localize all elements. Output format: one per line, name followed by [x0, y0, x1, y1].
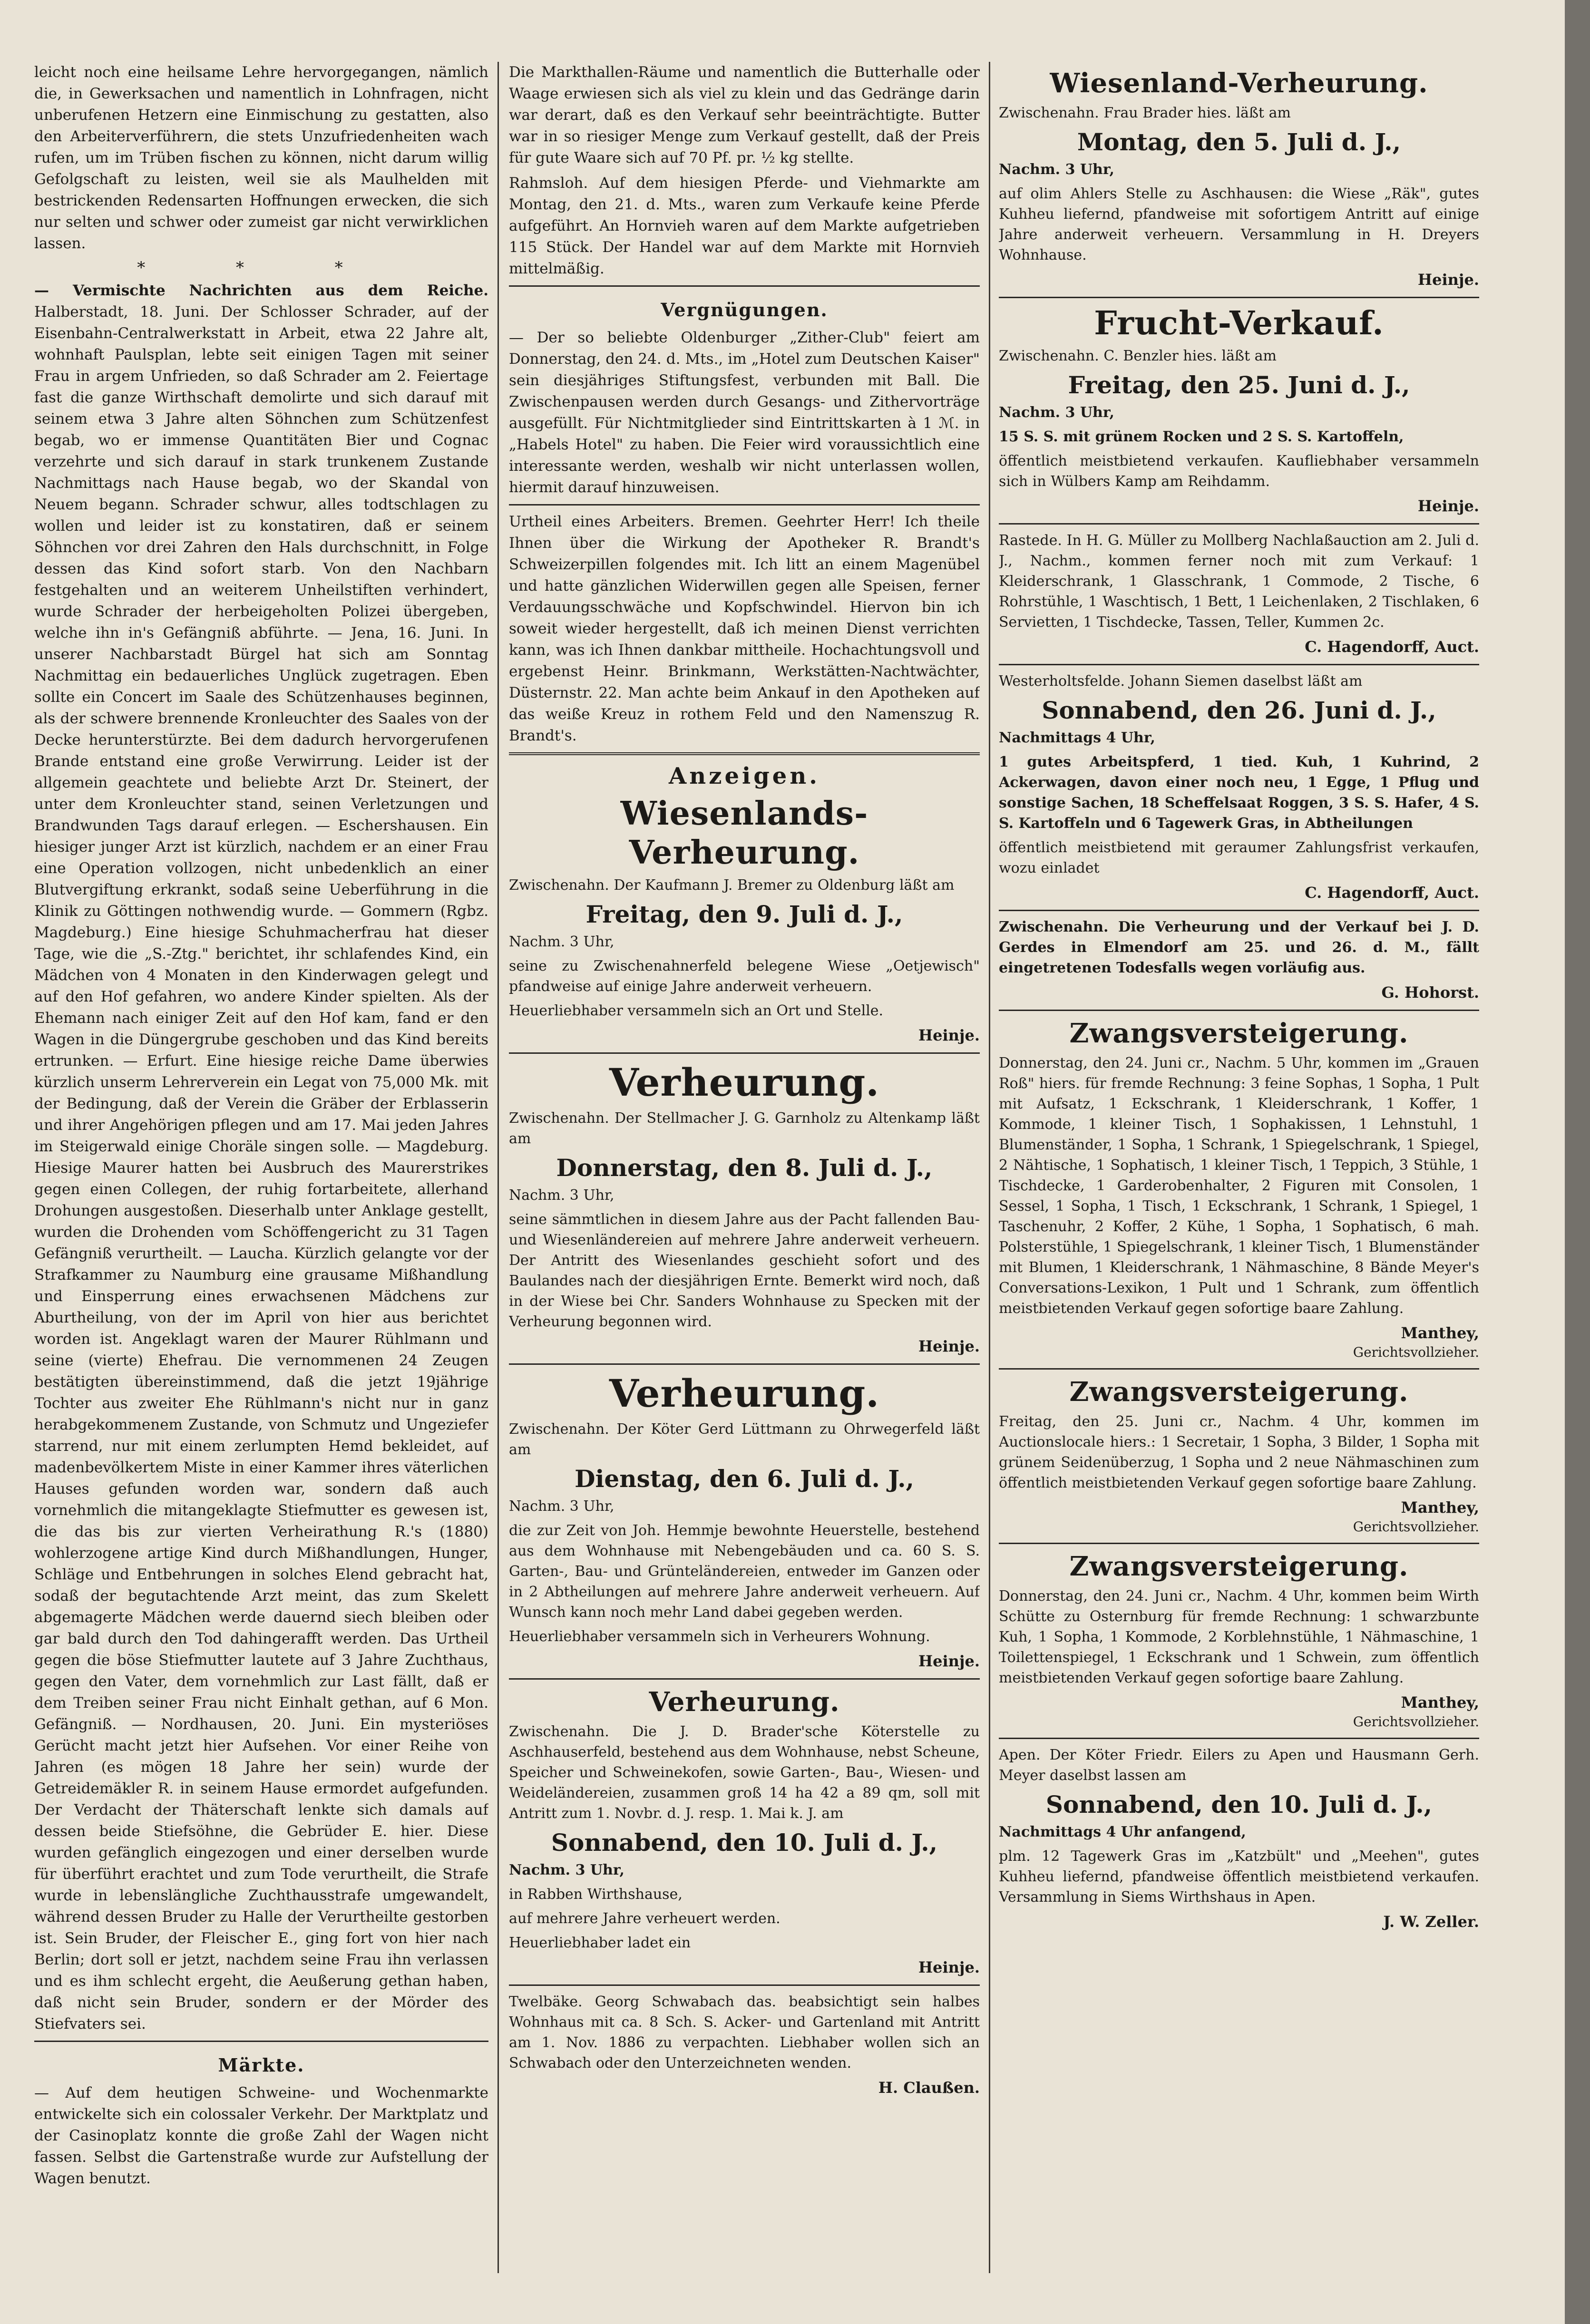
advert-signature: H. Claußen. [878, 2079, 980, 2097]
advert-time: Nachm. 3 Uhr, [999, 404, 1114, 421]
advert-meeting: Heuerliebhaber versammeln sich in Verheurers Wohnung. [509, 1628, 930, 1645]
advert-signature: C. Hagendorff, Auct. [1305, 884, 1479, 902]
article-text: leicht noch eine heilsame Lehre hervorgegangen, nämlich die, in Gewerksachen und namentlich in Lohnfragen, nicht unberufenen Hetzern eine Einmischung zu gestatten, also den Arbeiterverführern, die stets Unzufriedenheiten wach rufen, um im Trüben fischen zu können, nicht darum willig Gefolgschaft zu leisten, weil sie als Maulhelden mit bestrickenden Redensarten Hoffnungen erwecken, die sich nur selten und schwer oder zumeist gar nicht verwirklichen lassen. [34, 64, 488, 252]
advert-time: Nachm. 3 Uhr, [509, 1498, 615, 1515]
article-lead: — Vermischte Nachrichten aus dem Reiche. [34, 282, 488, 299]
advert [999, 1550, 1479, 1731]
advert [509, 1685, 980, 1978]
advert-date: Montag, den 5. Juli d. J., [1077, 128, 1401, 156]
advert [999, 1017, 1479, 1361]
advert [999, 671, 1479, 903]
advert-body: auf olim Ahlers Stelle zu Aschhausen: die Wiese „Räk", gutes Kuhheu liefernd, pfandweise mit sofortigem Antritt auf einige Jahre anderweit verheuern. Versammlung in H. Dreyers Wohnhause. [999, 185, 1479, 263]
advert-title: Frucht-Verkauf. [1094, 304, 1384, 342]
article-body: Halberstadt, 18. Juni. Der Schlosser Schrader, auf der Eisenbahn-Centralwerkstatt in Arbeit, etwa 22 Jahre alt, wohnhaft Paulsplan, lebte seit einigen Tagen mit seiner Frau in argem Unfrieden, so daß Schrader am 2. Feiertage fast die ganze Wirthschaft demolirte und sich darauf mit seinem etwa 3 Jahre alten Söhnchen zum Schützenfest begab, wo er immense Quantitäten Bier und Cognac verzehrte und sich darauf in stark trunkenem Zustande Nachmittags nach Hause begab, wo der Skandal von Neuem begann. Schrader schwur, alles todtschlagen zu wollen und leider ist zu konstatiren, daß er seinem Söhnchen vor drei Zahren den Hals durchschnitt, in Folge dessen das Kind sofort starb. Von den Nachbarn festgehalten und an weiterem Unheilstiften verhindert, wurde Schrader der herbeigeholten Polizei übergeben, welche ihn in's Gefängniß abführte. — Jena, 16. Juni. In unserer Nachbarstadt Bürgel hat sich am Sonntag Nachmittag ein bedauerliches Unglück zugetragen. Eben sollte ein Concert im Saale des Schützenhauses beginnen, als der schwere brennende Kronleuchter des Saales von der Decke herunterstürzte. Bei dem dadurch hervorgerufenen Brande entstand eine große Verwirrung. Leider ist der allgemein geachtete und beliebte Arzt Dr. Steinert, der unter dem Kronleuchter stand, seinen Verletzungen und Brandwunden Tags darauf erlegen. — Eschershausen. Ein hiesiger junger Arzt ist kürzlich, nachdem er an einer Frau eine Operation vollzogen, nicht unbedenklich an einer Blutvergiftung erkrankt, sodaß seine Ueberführung in die Klinik zu Göttingen nothwendig wurde. — Gommern (Rgbz. Magdeburg.) Eine hiesige Schuhmacherfrau hat dieser Tage, wie die „S.-Ztg." berichtet, ihr schlafendes Kind, ein Mädchen von 4 Monaten in den Kinderwagen gelegt und auf den Hof gefahren, wo andere Kinder spielten. Als der Ehemann nach einiger Zeit auf den Hof kam, fand er den Wagen in die Düngergrube geschoben und das Kind bereits ertrunken. — Erfurt. Eine hiesige reiche Dame überwies kürzlich unserm Lehrerverein ein Legat von 75,000 Mk. mit der Bedingung, daß der Verein die Gräber der Erblasserin und ihrer Angehörigen pflegen und am 17. Mai jeden Jahres im Steigerwald einige Choräle singen solle. — Magdeburg. Hiesige Maurer hatten bei Ausbruch des Maurerstrikes gegen einen Collegen, der ruhig fortarbeitete, allerhand Drohungen ausgestoßen. Dieserhalb unter Anklage gestellt, wurden die Drohenden vom Schöffengericht zu 31 Tagen Gefängniß verurtheilt. — Laucha. Kürzlich gelangte vor der Strafkammer zu Naumburg eine grausame Mißhandlung und Einsperrung eines erwachsenen Mädchens zur Aburtheilung, von der im April von hier aus berichtet worden ist. Angeklagt waren der Maurer Rühlmann und seine (vierte) Ehefrau. Die vernommenen 24 Zeugen bestätigten übereinstimmend, daß die jetzt 19jährige Tochter aus zweiter Ehe Rühlmann's nicht nur in ganz herabgekommenem Zustande, von Schmutz und Ungeziefer starrend, nur mit einem zerlumpten Hemd bekleidet, auf madenbevölkertem Miste in einer Kammer ihres väterlichen Hauses gefunden worden war, sondern daß auch vornehmlich die mitangeklagte Stiefmutter es gewesen ist, die das bis zur vierten Verheirathung R.'s (1880) wohlerzogene artige Kind durch Mißhandlungen, Hunger, Schläge und Entbehrungen in solches Elend gebracht hat, sodaß der begutachtende Arzt meint, das zum Skelett abgemagerte Mädchen werde dauernd siech bleiben oder gar bald durch den Tod dahingerafft werden. Das Urtheil gegen die böse Stiefmutter lautete auf 3 Jahre Zuchthaus, gegen den Vater, dem vornehmlich zur Last fällt, daß er dem Treiben seiner Frau nicht Einhalt gethan, auf 6 Mon. Gefängniß. — Nordhausen, 20. Juni. Ein mysteriöses Gerücht macht jetzt hier Aufsehen. Vor einer Reihe von Jahren (es mögen 18 Jahre her sein) wurde der Getreidemäkler R. in seinem Hause ermordet aufgefunden. Der Verdacht der Thäterschaft lenkte sich damals auf dessen beide Stiefsöhne, die Gebrüder E. hier. Diese wurden gefänglich eingezogen und einer derselben wurde für überführt erachtet und zum Tode verurtheilt, die Strafe wurde in lebenslängliche Zuchthausstrafe umgewandelt, während dessen Bruder zu Halle der Verurtheilte gestorben ist. Sein Bruder, der Fleischer E., ging fort von hier nach Berlin; dort soll er jetzt, nachdem seine Frau ihn verlassen und es ihm schlecht ergeht, die Aeußerung gethan haben, daß nicht sein Bruder, sondern er der Mörder des Stiefvaters sei. [34, 303, 488, 2032]
advert-signature: C. Hagendorff, Auct. [1305, 638, 1479, 656]
advert-body: die zur Zeit von Joh. Hemmje bewohnte Heuerstelle, bestehend aus dem Wohnhause mit Nebengebäuden und ca. 60 S. S. Garten-, Bau- und Grünteländereien, entweder im Ganzen oder in 2 Abtheilungen auf mehrere Jahre anderweit verheuern. Auf Wunsch kann noch mehr Land dabei gegeben werden. [509, 1522, 980, 1621]
advert-title: Verheurung. [609, 1060, 880, 1105]
divider [999, 1738, 1479, 1739]
column-middle [509, 62, 980, 2105]
divider [34, 2041, 488, 2042]
section-heading-amusements: Vergnügungen. [661, 299, 828, 321]
advert-signature: Heinje. [918, 1958, 980, 1976]
advert-items: 1 gutes Arbeitspferd, 1 tied. Kuh, 1 Kuhrind, 2 Ackerwagen, davon einer noch neu, 1 Egge, 1 Pflug und sonstige Sachen, 18 Scheffelsaat Roggen, 3 S. S. Hafer, 4 S. S. Kartoffeln und 6 Tagewerk Gras, in Abtheilungen [999, 754, 1479, 832]
advert [999, 67, 1479, 290]
advert [999, 530, 1479, 657]
divider [509, 285, 980, 287]
advert-date: Donnerstag, den 8. Juli d. J., [556, 1154, 933, 1182]
divider [509, 1678, 980, 1680]
advert-signature: G. Hohorst. [1381, 983, 1479, 1002]
advert-title: Wiesenland-Verheurung. [1050, 68, 1428, 99]
advert-body: öffentlich meistbietend mit geraumer Zahlungsfrist verkaufen, wozu einladet [999, 839, 1479, 876]
advert-body: plm. 12 Tagewerk Gras im „Katzbült" und „Meehen", gutes Kuhheu liefernd, pfandweise öffentlich meistbietend verkaufen. Versammlung in Siems Wirthshaus in Apen. [999, 1848, 1479, 1906]
advert-signature: Heinje. [918, 1652, 980, 1670]
advert-title: Wiesenlands-Verheurung. [620, 795, 868, 872]
advert-intro: Westerholtsfelde. Johann Siemen daselbst läßt am [999, 673, 1363, 690]
advert-signature: Manthey, [1401, 1693, 1479, 1711]
article-markets: — Auf dem heutigen Schweine- und Wochenmarkte entwickelte sich ein colossaler Verkehr. Der Marktplatz und der Casinoplatz konnte die große Zahl der Wagen nicht fassen. Selbst die Gartenstraße wurde zur Aufstellung der Wagen benutzt. [34, 2084, 488, 2187]
advert-meeting: Heuerliebhaber versammeln sich an Ort und Stelle. [509, 1002, 884, 1019]
advert [509, 1060, 980, 1357]
advert-body: Rastede. In H. G. Müller zu Mollberg Nachlaßauction am 2. Juli d. J., Nachm., kommen ferner noch mit zum Verkauf: 1 Kleiderschrank, 1 Glasschrank, 1 Commode, 2 Tische, 6 Rohrstühle, 1 Waschtisch, 1 Bett, 1 Leichenlaken, 2 Tischlaken, 6 Servietten, 1 Tischdecke, Tassen, Teller, Kummen 2c. [999, 532, 1479, 631]
advert-time: Nachm. 3 Uhr, [999, 161, 1114, 178]
advert [999, 1375, 1479, 1536]
advert-title: Zwangsversteigerung. [1069, 1551, 1409, 1582]
divider [509, 1052, 980, 1054]
advert [509, 794, 980, 1046]
advert-intro: Zwischenahn. Der Stellmacher J. G. Garnholz zu Altenkamp läßt am [509, 1110, 980, 1147]
advert [999, 304, 1479, 516]
advert-time: Nachmittags 4 Uhr anfangend, [999, 1824, 1246, 1840]
divider [999, 297, 1479, 298]
advert-intro: Zwischenahn. Frau Brader hies. läßt am [999, 105, 1291, 121]
advert-body: öffentlich meistbietend verkaufen. Kaufliebhaber versammeln sich in Wülbers Kamp am Reihdamm. [999, 453, 1479, 490]
divider [509, 504, 980, 506]
advert-title: Verheurung. [609, 1371, 880, 1416]
advert-time: Nachmittags 4 Uhr, [999, 729, 1155, 746]
advert-signature-role: Gerichtsvollzieher. [1353, 1344, 1479, 1360]
advert-body: Donnerstag, den 24. Juni cr., Nachm. 5 Uhr, kommen im „Grauen Roß" hiers. für fremde Rechnung: 3 feine Sophas, 1 Sopha, 1 Pult mit Aufsatz, 1 Eckschrank, 1 Kleiderschrank, 1 Koffer, 1 Kommode, 1 kleiner Tisch, 1 Sophakissen, 1 Lehnstuhl, 1 Blumenständer, 1 Sopha, 1 Schrank, 1 Spiegelschrank, 1 Spiegel, 2 Nähtische, 1 Sophatisch, 1 kleiner Tisch, 1 Teppich, 3 Stühle, 1 Tischdecke, 1 Garderobenhalter, 2 Figuren mit Consolen, 1 Sessel, 1 Sopha, 1 Tisch, 1 Eckschrank, 1 Schrank, 1 Spiegel, 1 Taschenuhr, 2 Koffer, 2 Kühe, 1 Sopha, 1 Sophatisch, 6 mah. Polsterstühle, 1 Spiegelschrank, 1 kleiner Tisch, 1 Blumenständer mit Blumen, 1 Kleiderschrank, 1 Nähmaschine, 8 Bände Meyer's Conversations-Lexikon, 1 Pult und 1 Schrank, zum öffentlich meistbietenden Verkauf gegen sofortige baare Zahlung. [999, 1055, 1479, 1317]
advert-date: Freitag, den 9. Juli d. J., [585, 900, 903, 928]
advert-date: Sonnabend, den 10. Juli d. J., [551, 1828, 938, 1857]
section-heading-ads: Anzeigen. [669, 763, 820, 789]
advert-date: Sonnabend, den 10. Juli d. J., [1045, 1790, 1433, 1818]
advert-place: in Rabben Wirthshause, [509, 1886, 683, 1903]
article-markets-continued: Die Markthallen-Räume und namentlich die Butterhalle oder Waage erwiesen sich als viel zu klein und das Gedränge darin war derart, daß es den Verkauf sehr beeinträchtigte. Butter war in so riesiger Menge zum Verkauf gestellt, daß der Preis für gute Waare sich auf 70 Pf. pr. ½ kg stellte. [509, 64, 980, 166]
advert-title: Zwangsversteigerung. [1069, 1376, 1409, 1408]
divider [999, 664, 1479, 665]
advert [999, 1745, 1479, 1932]
advert-time: Nachm. 3 Uhr, [509, 1862, 624, 1878]
advert-body: Freitag, den 25. Juni cr., Nachm. 4 Uhr, kommen im Auctionslocale hiers.: 1 Secretair, 1 Sopha, 3 Bilder, 1 Sopha mit grünem Seidenüberzug, 1 Sopha und 2 neue Nähmaschinen zum öffentlich meistbietenden Verkauf gegen sofortige baare Zahlung. [999, 1413, 1479, 1491]
divider [509, 1984, 980, 1986]
advert-items: 15 S. S. mit grünem Rocken und 2 S. S. Kartoffeln, [999, 428, 1404, 445]
advert-date: Freitag, den 25. Juni d. J., [1068, 371, 1410, 399]
advert-intro: Zwischenahn. Der Köter Gerd Lüttmann zu Ohrwegerfeld läßt am [509, 1421, 980, 1458]
column-rule [497, 62, 499, 2273]
advert-testimonial: Urtheil eines Arbeiters. Bremen. Geehrter Herr! Ich theile Ihnen über die Wirkung der Apotheker R. Brandt's Schweizerpillen folgendes mit. Ich litt an einem Magenübel und hatte gänzlichen Widerwillen gegen alle Speisen, ferner Verdauungsschwäche und Kopfschwindel. Hiervon bin ich soweit wieder hergestellt, daß ich meinen Dienst verrichten kann, was ich Ihnen dankbar mittheile. Hochachtungsvoll und ergebenst Heinr. Brinkmann, Werkstätten-Nachtwächter, Düsternstr. 22. Man achte beim Ankauf in den Apotheken auf das weiße Kreuz in rothem Feld und den Namenszug R. Brandt's. [509, 513, 980, 744]
advert [509, 1371, 980, 1672]
column-right [999, 62, 1479, 1939]
advert-signature: Manthey, [1401, 1324, 1479, 1342]
advert [999, 917, 1479, 1003]
advert-intro: Apen. Der Köter Friedr. Eilers zu Apen und Hausmann Gerh. Meyer daselbst lassen am [999, 1747, 1479, 1784]
advert-signature: Heinje. [918, 1337, 980, 1355]
divider [509, 1363, 980, 1365]
advert-title: Verheurung. [649, 1686, 840, 1718]
advert-body: Zwischenahn. Die J. D. Brader'sche Köterstelle zu Aschhauserfeld, bestehend aus dem Wohnhause, nebst Scheune, Speicher und Schweinekofen, sowie Garten-, Bau-, Wiesen- und Weideländereien, zusammen groß 14 ha 42 a 89 qm, soll mit Antritt zum 1. Novbr. d. J. resp. 1. Mai k. J. am [509, 1723, 980, 1822]
section-heading-markets: Märkte. [218, 2054, 305, 2076]
article-news [34, 280, 488, 2035]
advert-body: Donnerstag, den 24. Juni cr., Nachm. 4 Uhr, kommen beim Wirth Schütte zu Osternburg für fremde Rechnung: 1 schwarzbunte Kuh, 1 Sopha, 1 Kommode, 2 Korblehnstühle, 1 Nähmaschine, 1 Toilettenspiegel, 1 Eckschrank und 1 Schwein, zum öffentlich meistbietenden Verkauf gegen sofortige baare Zahlung. [999, 1588, 1479, 1686]
article-amusements: — Der so beliebte Oldenburger „Zither-Club" feiert am Donnerstag, den 24. d. Mts., im „Hotel zum Deutschen Kaiser" sein diesjähriges Stiftungsfest, verbunden mit Ball. Die Zwischenpausen werden durch Gesangs- und Zithervorträge ausgefüllt. Für Nichtmitglieder sind Eintrittskarten à 1 ℳ. in „Habels Hotel" zu haben. Die Feier wird voraussichtlich eine interessante werden, weshalb wir nicht unterlassen wollen, hiermit darauf hinzuweisen. [509, 329, 980, 496]
advert-meeting: Heuerliebhaber ladet ein [509, 1935, 691, 1951]
advert-body: seine zu Zwischenahnerfeld belegene Wiese „Oetjewisch" pfandweise auf einige Jahre anderweit verheuern. [509, 958, 980, 995]
advert-intro: Zwischenahn. Der Kaufmann J. Bremer zu Oldenburg läßt am [509, 877, 955, 894]
advert-intro: Zwischenahn. C. Benzler hies. läßt am [999, 348, 1277, 364]
advert-signature-role: Gerichtsvollzieher. [1353, 1714, 1479, 1730]
separator-stars: * * * [137, 258, 386, 277]
advert-signature: Heinje. [918, 1026, 980, 1044]
divider [999, 1543, 1479, 1544]
column-left [34, 62, 488, 2193]
advert-signature-role: Gerichtsvollzieher. [1353, 1519, 1479, 1535]
divider-double [509, 752, 980, 755]
scan-edge [1565, 0, 1590, 2324]
advert-time: Nachm. 3 Uhr, [509, 1187, 615, 1204]
divider [999, 523, 1479, 525]
advert-signature: Heinje. [1417, 271, 1479, 289]
divider [999, 1368, 1479, 1370]
advert-title: Zwangsversteigerung. [1069, 1018, 1409, 1049]
divider [999, 1010, 1479, 1011]
advert-date: Dienstag, den 6. Juli d. J., [575, 1465, 914, 1493]
advert-time: Nachm. 3 Uhr, [509, 933, 615, 950]
advert-signature: Heinje. [1417, 497, 1479, 515]
divider [999, 910, 1479, 911]
advert-body: Zwischenahn. Die Verheurung und der Verkauf bei J. D. Gerdes in Elmendorf am 25. und 26. d. M., fällt eingetretenen Todesfalls wegen vorläufig aus. [999, 919, 1479, 976]
advert-years: auf mehrere Jahre verheuert werden. [509, 1910, 780, 1927]
advert-body: seine sämmtlichen in diesem Jahre aus der Pacht fallenden Bau- und Wiesenländereien auf mehrere Jahre anderweit verheuern. Der Antritt des Wiesenlandes geschieht sofort und des Baulandes nach der diesjährigen Ernte. Bemerkt wird noch, daß in der Wiese bei Chr. Sanders Wohnhause zu Specken mit der Verheurung begonnen wird. [509, 1211, 980, 1330]
advert-signature: J. W. Zeller. [1383, 1913, 1479, 1931]
advert-date: Sonnabend, den 26. Juni d. J., [1042, 696, 1436, 724]
article-rahmsloh: Rahmsloh. Auf dem hiesigen Pferde- und Viehmarkte am Montag, den 21. d. Mts., waren zum Verkaufe keine Pferde aufgeführt. An Hornvieh waren auf dem Markte aufgetrieben 115 Stück. Der Handel war auf dem Markte mit Hornvieh mittelmäßig. [509, 175, 980, 277]
advert-body: Twelbäke. Georg Schwabach das. beabsichtigt sein halbes Wohnhaus mit ca. 8 Sch. S. Acker- und Gartenland mit Antritt am 1. Nov. 1886 zu verpachten. Liebhaber wollen sich an Schwabach oder den Unterzeichneten wenden. [509, 1993, 980, 2071]
column-rule [989, 62, 990, 2273]
advert [509, 1992, 980, 2098]
advert-signature: Manthey, [1401, 1498, 1479, 1517]
